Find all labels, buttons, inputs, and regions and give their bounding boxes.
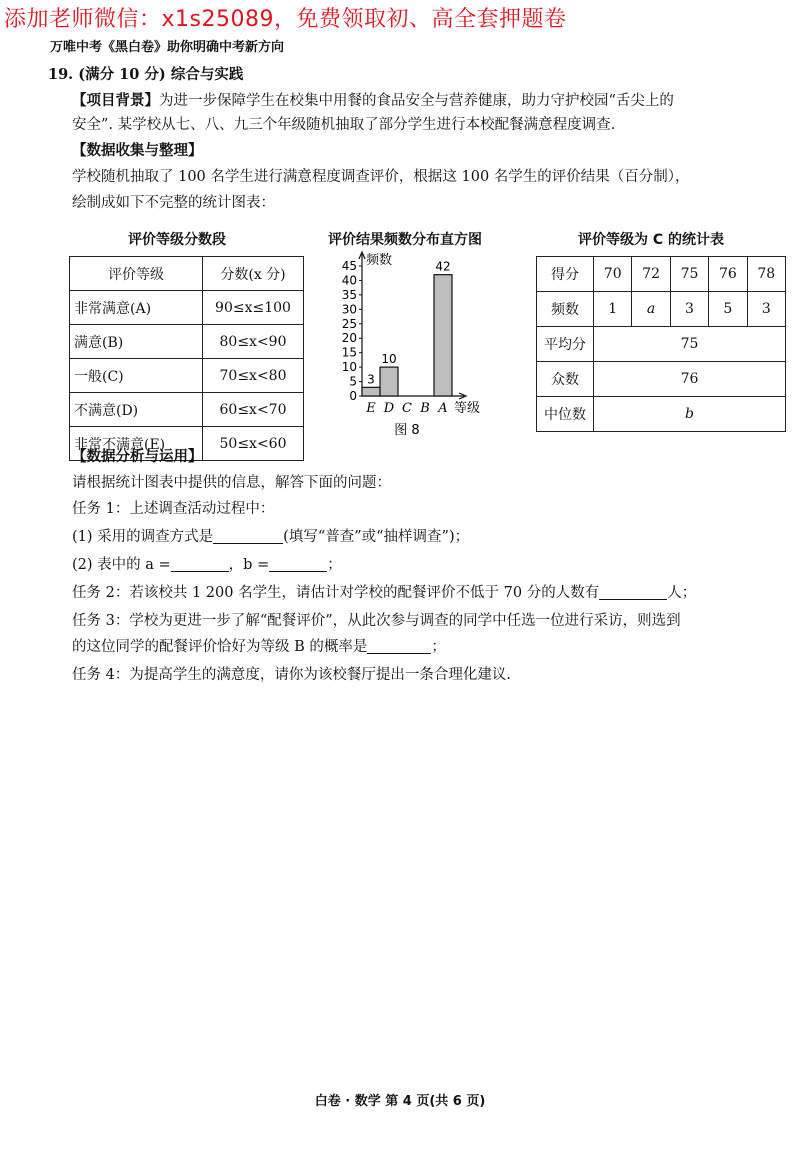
- stat-cell: 75: [670, 257, 708, 292]
- stat-table: [536, 256, 786, 432]
- answer-blank[interactable]: [213, 527, 283, 544]
- stat-label-mode: 众数: [537, 362, 594, 397]
- grade-cell: 70≤x<80: [203, 359, 304, 393]
- table-row: [70, 359, 304, 393]
- stat-cell: 70: [594, 257, 632, 292]
- background-paragraph: [72, 90, 788, 112]
- stat-cell: 72: [632, 257, 670, 292]
- stat-label-score: 得分: [537, 257, 594, 292]
- table-row: [537, 292, 786, 327]
- stat-label-median: 中位数: [537, 397, 594, 432]
- grade-cell: 非常不满意(E): [70, 427, 203, 461]
- table-row: [537, 397, 786, 432]
- table-row: [70, 393, 304, 427]
- stat-mode-value: 76: [594, 362, 786, 397]
- grade-table-caption: 评价等级分数段: [128, 232, 226, 248]
- table-row: [70, 257, 304, 291]
- background-text-1: 为进一步保障学生在校集中用餐的食品安全与营养健康，助力守护校园“舌尖上的: [159, 93, 674, 109]
- x-axis-label: 等级: [454, 401, 481, 416]
- x-tick-label: E: [366, 401, 376, 416]
- task-1-1-text: (1) 采用的调查方式是: [72, 529, 214, 545]
- y-tick-label: 10: [341, 360, 357, 375]
- bar-value-label: 42: [435, 259, 451, 274]
- y-axis-label: 频数: [366, 253, 393, 268]
- task-1-1: [72, 526, 788, 548]
- collect-text-2: 绘制成如下不完整的统计图表：: [72, 195, 275, 211]
- task-2: [72, 582, 788, 604]
- histogram-chart: [316, 246, 516, 441]
- histogram-bar: [434, 275, 452, 396]
- task-1-2-end: ；: [327, 557, 342, 573]
- answer-blank[interactable]: [269, 555, 327, 572]
- stat-cell: 3: [670, 292, 708, 327]
- task-1-2-text-b: ，b =: [228, 557, 270, 573]
- y-tick-label: 25: [341, 316, 357, 331]
- stat-cell: 3: [747, 292, 785, 327]
- stat-cell: 1: [594, 292, 632, 327]
- histogram-bar: [380, 367, 398, 396]
- answer-blank[interactable]: [599, 583, 667, 600]
- task-1-1-hint: (填写“普查”或“抽样调查”)；: [283, 529, 470, 545]
- task-2-end: 人；: [667, 585, 697, 601]
- stat-label-freq: 频数: [537, 292, 594, 327]
- bar-value-label: 10: [381, 352, 397, 367]
- y-tick-label: 40: [341, 273, 357, 288]
- task-1: 任务 1：上述调查活动过程中：: [72, 501, 275, 517]
- page-header: 万唯中考《黑白卷》助你明确中考新方向: [50, 40, 285, 55]
- grade-cell: 非常满意(A): [70, 291, 203, 325]
- y-tick-label: 20: [341, 331, 357, 346]
- question-title: 19. (满分 10 分) 综合与实践: [48, 66, 244, 83]
- y-tick-label: 15: [341, 345, 357, 360]
- watermark-text: 添加老师微信：x1s25089，免费领取初、高全套押题卷: [4, 7, 567, 32]
- grade-cell: 60≤x<70: [203, 393, 304, 427]
- task-3-end: ；: [431, 639, 446, 655]
- stat-label-mean: 平均分: [537, 327, 594, 362]
- background-text-2: 安全”. 某学校从七、八、九三个年级随机抽取了部分学生进行本校配餐满意程度调查.: [72, 117, 616, 133]
- chart-title: 评价结果频数分布直方图: [328, 232, 482, 248]
- stat-median-value: b: [594, 397, 786, 432]
- table-row: [537, 362, 786, 397]
- answer-blank[interactable]: [171, 555, 229, 572]
- collect-text-1: 学校随机抽取了 100 名学生进行满意程度调查评价，根据这 100 名学生的评价结果（百分制），: [72, 169, 690, 185]
- x-tick-label: A: [438, 401, 448, 416]
- task-3-line-1: 任务 3：学校为更进一步了解“配餐评价”，从此次参与调查的同学中任选一位进行采访，则选到: [72, 613, 681, 629]
- y-tick-label: 5: [349, 374, 357, 389]
- table-row: [537, 327, 786, 362]
- y-tick-label: 45: [341, 259, 357, 273]
- answer-blank[interactable]: [367, 637, 431, 654]
- x-tick-label: B: [420, 401, 430, 416]
- grade-cell: 50≤x<60: [203, 427, 304, 461]
- task-1-2-text: (2) 表中的 a =: [72, 557, 171, 573]
- grade-header-score: 分数(x 分): [203, 257, 304, 291]
- stat-cell: 5: [709, 292, 747, 327]
- table-row: [537, 257, 786, 292]
- background-heading: 【项目背景】: [72, 92, 159, 109]
- grade-table: [69, 256, 304, 461]
- histogram-bar: [362, 387, 380, 396]
- grade-cell: 满意(B): [70, 325, 203, 359]
- table-row: [70, 291, 304, 325]
- collect-heading: 【数据收集与整理】: [72, 142, 203, 159]
- table-row: [70, 325, 304, 359]
- page-footer: 白卷 · 数学 第 4 页(共 6 页): [314, 1094, 486, 1109]
- y-tick-label: 0: [349, 389, 357, 403]
- analysis-intro: 请根据统计图表中提供的信息，解答下面的问题：: [72, 475, 391, 491]
- analysis-heading: 【数据分析与运用】: [72, 448, 203, 465]
- task-3-text: 的这位同学的配餐评价恰好为等级 B 的概率是: [72, 639, 368, 655]
- grade-cell: 80≤x<90: [203, 325, 304, 359]
- task-3-line-2: [72, 636, 788, 658]
- grade-cell: 90≤x≤100: [203, 291, 304, 325]
- y-tick-label: 30: [341, 302, 357, 317]
- grade-header-level: 评价等级: [70, 257, 203, 291]
- stat-cell: 78: [747, 257, 785, 292]
- grade-cell: 不满意(D): [70, 393, 203, 427]
- task-2-text: 任务 2：若该校共 1 200 名学生，请估计对学校的配餐评价不低于 70 分的人数有: [72, 585, 600, 601]
- task-4: 任务 4：为提高学生的满意度，请你为该校餐厅提出一条合理化建议.: [72, 667, 511, 683]
- stat-table-caption: 评价等级为 C 的统计表: [578, 232, 725, 248]
- x-tick-label: C: [402, 401, 412, 416]
- task-1-2: [72, 554, 788, 576]
- y-tick-label: 35: [341, 287, 357, 302]
- stat-mean-value: 75: [594, 327, 786, 362]
- grade-cell: 一般(C): [70, 359, 203, 393]
- stat-cell: 76: [709, 257, 747, 292]
- figure-label: 图 8: [394, 423, 420, 438]
- x-tick-label: D: [383, 401, 395, 416]
- stat-cell: a: [632, 292, 670, 327]
- bar-value-label: 3: [367, 372, 375, 387]
